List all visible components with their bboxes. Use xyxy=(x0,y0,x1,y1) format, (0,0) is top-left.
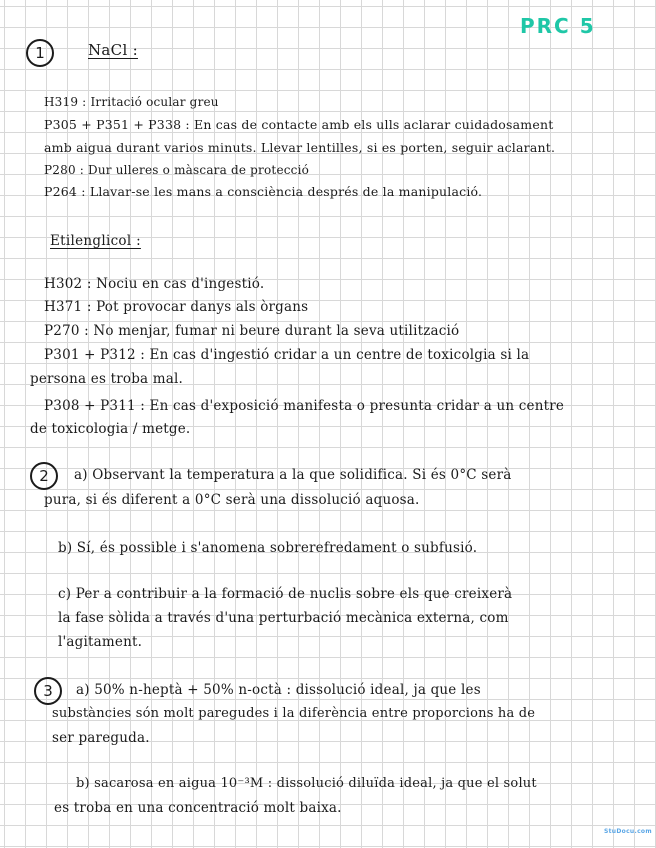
nacl-title: NaCl : xyxy=(88,41,138,59)
q2-c-line: la fase sòlida a través d'una perturbació mecànica externa, com xyxy=(58,610,509,626)
etilenglicol-line: P301 + P312 : En cas d'ingestió cridar a un centre de toxicolgia si la xyxy=(44,347,530,363)
q3-a-line: substàncies són molt paregudes i la diferència entre proporcions ha de xyxy=(52,706,536,721)
nacl-line: P305 + P351 + P338 : En cas de contacte amb els ulls aclarar cuidadosament xyxy=(44,117,554,132)
question-2-number: 2 xyxy=(30,462,58,490)
etilenglicol-line: H302 : Nociu en cas d'ingestió. xyxy=(44,276,265,292)
q3-b-line: b) sacarosa en aigua 10⁻³M : dissolució diluïda ideal, ja que el solut xyxy=(76,776,537,791)
q3-a-line: a) 50% n-heptà + 50% n-octà : dissolució ideal, ja que les xyxy=(76,682,481,698)
etilenglicol-line: P308 + P311 : En cas d'exposició manifesta o presunta cridar a un centre xyxy=(44,398,565,414)
etilenglicol-line: P270 : No menjar, fumar ni beure durant la seva utilització xyxy=(44,323,460,339)
nacl-line: H319 : Irritació ocular greu xyxy=(44,95,219,109)
studocu-watermark: StuDocu.com xyxy=(604,828,652,835)
nacl-line: P264 : Llavar-se les mans a consciència després de la manipulació. xyxy=(44,184,483,199)
q2-a-line: a) Observant la temperatura a la que solidifica. Si és 0°C serà xyxy=(74,467,512,483)
etilenglicol-title: Etilenglicol : xyxy=(50,233,141,249)
question-3-number: 3 xyxy=(34,677,62,705)
page-label: PRC 5 xyxy=(520,14,596,38)
q3-b-line: es troba en una concentració molt baixa. xyxy=(54,800,342,816)
q2-b-line: b) Sí, és possible i s'anomena sobrerefredament o subfusió. xyxy=(58,540,478,556)
q3-a-line: ser pareguda. xyxy=(52,730,150,746)
etilenglicol-line: de toxicologia / metge. xyxy=(30,421,191,437)
nacl-line: amb aigua durant varios minuts. Llevar lentilles, si es porten, seguir aclarant. xyxy=(44,140,556,155)
etilenglicol-line: persona es troba mal. xyxy=(30,371,184,387)
q2-c-line: c) Per a contribuir a la formació de nuclis sobre els que creixerà xyxy=(58,586,513,602)
question-1-number: 1 xyxy=(26,39,54,67)
q2-a-line: pura, si és diferent a 0°C serà una dissolució aquosa. xyxy=(44,492,420,508)
etilenglicol-line: H371 : Pot provocar danys als òrgans xyxy=(44,299,309,315)
q2-c-line: l'agitament. xyxy=(58,634,143,650)
nacl-line: P280 : Dur ulleres o màscara de protecció xyxy=(44,163,310,177)
